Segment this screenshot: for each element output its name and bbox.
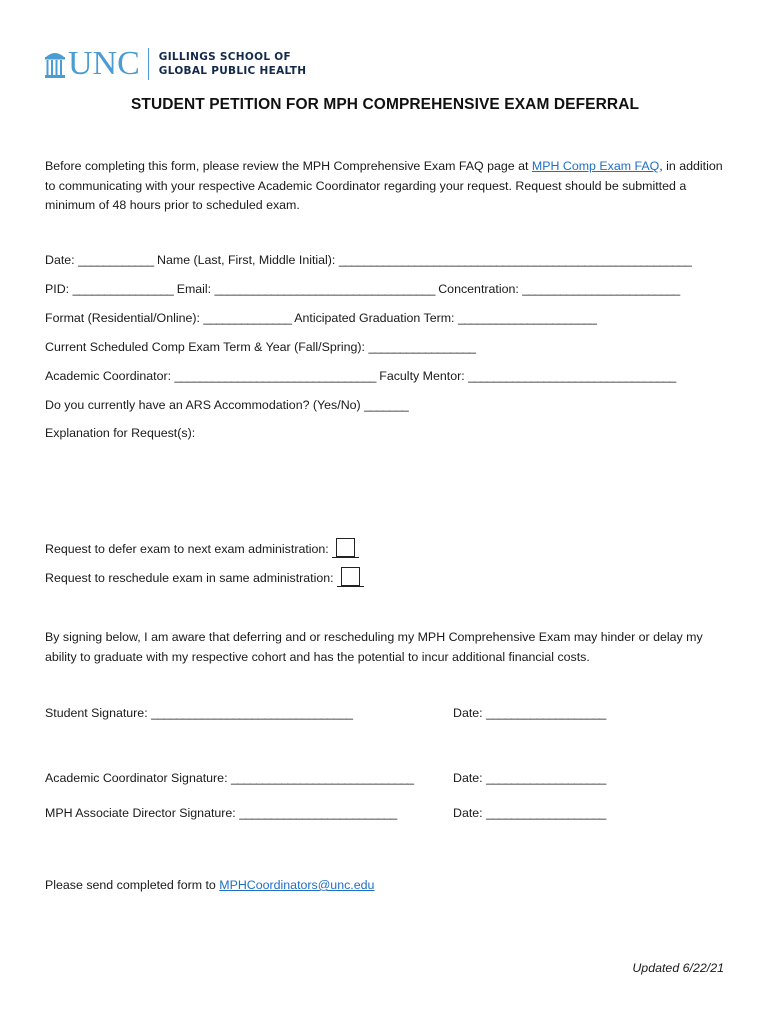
row-ars [45,398,408,412]
row-director-signature [45,806,397,820]
coordinator-field[interactable]: ________________________________ [174,369,376,383]
intro-paragraph [45,157,725,216]
coordinators-email-link[interactable]: MPHCoordinators@unc.edu [219,878,375,892]
row-date-name [45,253,691,267]
row-reschedule-request [45,567,364,587]
email-label: Email: [176,282,212,296]
defer-checkbox[interactable] [336,538,355,557]
director-signature-field[interactable]: _________________________ [239,806,397,820]
row-director-date [453,806,606,820]
send-instructions [45,878,374,892]
school-line-2: GLOBAL PUBLIC HEALTH [158,65,307,77]
reschedule-checkbox[interactable] [341,567,360,586]
row-student-signature [45,706,352,720]
row-format [45,311,596,325]
exam-term-field[interactable]: _________________ [368,340,476,354]
ars-label: Do you currently have an ARS Accommodation? (Yes/No) [45,398,361,412]
date-label: Date: [45,253,75,267]
coordinator-signature-field[interactable]: _____________________________ [230,771,414,785]
coordinator-date-field[interactable]: ___________________ [486,771,606,785]
row-coordinator [45,369,676,383]
concentration-field[interactable]: _________________________ [522,282,680,296]
faq-link[interactable]: MPH Comp Exam FAQ [531,159,660,173]
old-well-icon [44,48,66,80]
mentor-label: Faculty Mentor: [379,369,465,383]
director-signature-label: MPH Associate Director Signature: [45,806,236,820]
updated-date: Updated 6/22/21 [632,961,724,975]
pid-field[interactable]: ________________ [72,282,174,296]
concentration-label: Concentration: [438,282,519,296]
ars-field[interactable]: _______ [364,398,409,412]
logo-wordmark: UNC [68,45,140,82]
intro-text-before: Before completing this form, please review the MPH Comprehensive Exam FAQ page at [45,159,532,173]
director-date-field[interactable]: ___________________ [486,806,606,820]
exam-term-label: Current Scheduled Comp Exam Term & Year (Fall/Spring): [45,340,366,354]
student-signature-label: Student Signature: [45,706,148,720]
defer-label: Request to defer exam to next exam administration: [45,542,329,556]
email-field[interactable]: ___________________________________ [214,282,435,296]
student-date-field[interactable]: ___________________ [486,706,606,720]
unc-logo [44,46,306,82]
row-explanation [45,426,195,440]
format-field[interactable]: ______________ [203,311,292,325]
coordinator-signature-label: Academic Coordinator Signature: [45,771,228,785]
acknowledgement-paragraph: By signing below, I am aware that deferring and or rescheduling my MPH Comprehensive Exam may hinder or delay my ability to graduate with my respective cohort and has the potential to incur additional financial costs. [45,630,703,664]
date-field[interactable]: ____________ [78,253,154,267]
graduation-label: Anticipated Graduation Term: [294,311,455,325]
coordinator-date-label: Date: [453,771,483,785]
explanation-label: Explanation for Request(s): [45,426,196,440]
student-signature-field[interactable]: ________________________________ [151,706,353,720]
mentor-field[interactable]: _________________________________ [468,369,676,383]
reschedule-label: Request to reschedule exam in same administration: [45,571,334,585]
school-name [159,50,307,78]
send-text: Please send completed form to [45,878,220,892]
intro-text-after: , in addition to communicating with your respective Academic Coordinator regarding your request. Request should be submitted a minimum of 48 hours prior to scheduled exam. [45,159,723,212]
row-coordinator-date [453,771,606,785]
school-line-1: GILLINGS SCHOOL OF [158,51,291,63]
row-exam-term [45,340,475,354]
coordinator-label: Academic Coordinator: [45,369,172,383]
graduation-field[interactable]: ______________________ [457,311,597,325]
row-pid-email [45,282,680,296]
name-label: Name (Last, First, Middle Initial): [157,253,336,267]
director-date-label: Date: [453,806,483,820]
row-coordinator-signature [45,771,413,785]
reschedule-checkbox-wrap [337,567,364,587]
name-field[interactable]: ________________________________________________________ [338,253,692,267]
form-title: STUDENT PETITION FOR MPH COMPREHENSIVE EXAM DEFERRAL [130,96,640,113]
row-student-date [453,706,606,720]
logo-divider [148,48,149,80]
pid-label: PID: [45,282,70,296]
row-defer-request [45,538,359,558]
student-date-label: Date: [453,706,483,720]
format-label: Format (Residential/Online): [45,311,200,325]
defer-checkbox-wrap [332,538,359,558]
